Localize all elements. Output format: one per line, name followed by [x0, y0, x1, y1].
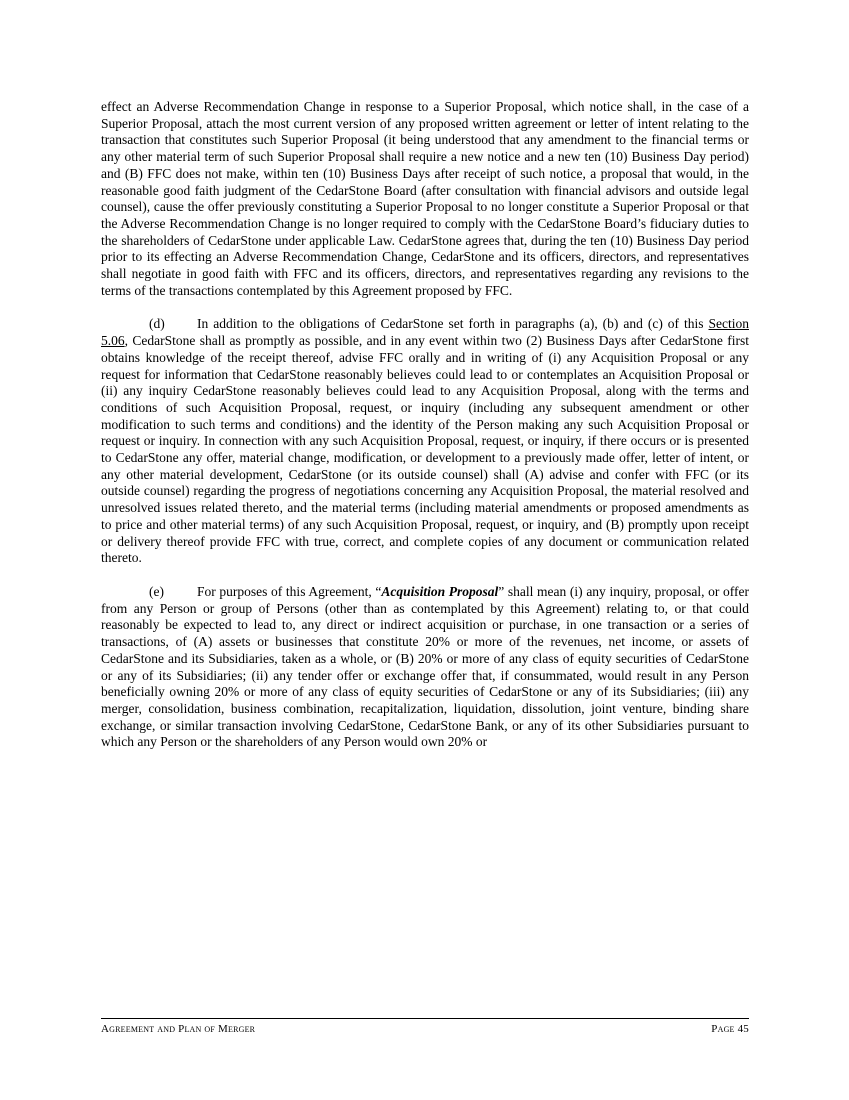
paragraph-e-text-before-term: For purposes of this Agreement, “ — [197, 583, 382, 599]
paragraph-c-continued: effect an Adverse Recommendation Change in response to a Superior Proposal, which notice shall, in the case of a Superior Proposal, attach the most current version of any proposed written agreement or letter of intent relating to the transaction that constitutes such Superior Proposal (it being understood that any amendment to the financial terms or any other material term of such Superior Proposal shall require a new notice and a new ten (10) Business Day period) and (B) FFC does not make, within ten (10) Business Days after receipt of such notice, a proposal that would, in the reasonable good faith judgment of the CedarStone Board (after consultation with financial advisors and outside legal counsel), cause the offer previously constituting a Superior Proposal to no longer constitute a Superior Proposal or that the Adverse Recommendation Change is no longer required to comply with the CedarStone Board’s fiduciary duties to the shareholders of CedarStone under applicable Law. CedarStone agrees that, during the ten (10) Business Day period prior to its effecting an Adverse Recommendation Change, CedarStone and its officers, directors, and representatives shall negotiate in good faith with FFC and its officers, directors, and representatives regarding any revisions to the terms of the transactions contemplated by this Agreement proposed by FFC. — [101, 99, 749, 298]
document-body — [101, 99, 749, 751]
paragraph-e-label: (e) — [149, 583, 164, 599]
paragraph-d — [101, 316, 749, 567]
paragraph-e-text-after-term: ” shall mean (i) any inquiry, proposal, or offer from any Person or group of Persons (other than as contemplated by this Agreement) relating to, or that could reasonably be expected to lead to, any direct or indirect acquisition or purchase, in one transaction or a series of transactions, of (A) assets or businesses that constitute 20% or more of the revenues, net income, or assets of CedarStone and its Subsidiaries, taken as a whole, or (B) 20% or more of any class of equity securities of CedarStone or any of its Subsidiaries; (ii) any tender offer or exchange offer that, if consummated, would result in any Person beneficially owning 20% or more of any class of equity securities of CedarStone or any of its Subsidiaries; (iii) any merger, consolidation, business combination, recapitalization, liquidation, dissolution, joint venture, binding share exchange, or similar transaction involving CedarStone, CedarStone Bank, or any of its other Subsidiaries pursuant to which any Person or the shareholders of any Person would own 20% or — [101, 583, 749, 750]
footer-document-title: Agreement and Plan of Merger — [101, 1023, 256, 1035]
paragraph-d-label: (d) — [149, 316, 165, 332]
paragraph-e — [101, 584, 749, 751]
footer-page-number: Page 45 — [711, 1023, 749, 1035]
paragraph-d-text-before-ref: In addition to the obligations of CedarStone set forth in paragraphs (a), (b) and (c) of this — [197, 316, 709, 332]
section-reference: Section 5.06 — [101, 316, 749, 349]
page-footer — [101, 1018, 749, 1035]
paragraph-d-text-after-ref: , CedarStone shall as promptly as possible, and in any event within two (2) Business Days after CedarStone first obtains knowledge of the receipt thereof, advise FFC orally and in writing of (i) any Acquisition Proposal or any request for information that CedarStone reasonably believes could lead to or contemplates an Acquisition Proposal or (ii) any inquiry CedarStone reasonably believes could lead to any Acquisition Proposal, along with the terms and conditions of such Acquisition Proposal, request, or inquiry (including any subsequent amendment or other modification to such terms and conditions) and the identity of the Person making any such Acquisition Proposal or request or inquiry. In connection with any such Acquisition Proposal, request, or inquiry, if there occurs or is presented to CedarStone any offer, material change, modification, or development to a previously made offer, letter of intent, or any other material development, CedarStone (or its outside counsel) shall (A) advise and confer with FFC (or its outside counsel) regarding the progress of negotiations concerning any Acquisition Proposal, the material resolved and unresolved issues related thereto, and the material terms (including material amendments or proposed amendments as to price and other material terms) of any such Acquisition Proposal, request, or inquiry, and (B) promptly upon receipt or delivery thereof provide FFC with true, correct, and complete copies of any document or communication related thereto. — [101, 333, 749, 566]
defined-term: Acquisition Proposal — [381, 583, 499, 599]
